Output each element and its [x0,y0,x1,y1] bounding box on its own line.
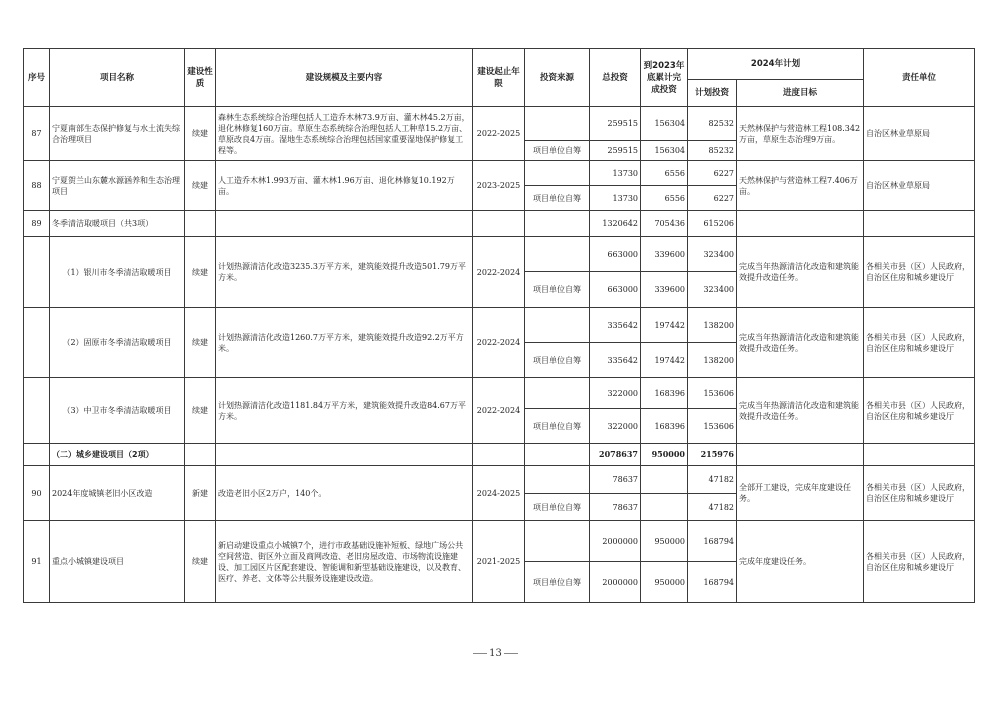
cell-unit: 各相关市县（区）人民政府，自治区住房和城乡建设厅 [864,466,975,521]
cell-cumulative: 6556 [641,186,688,211]
cell-source [525,237,590,272]
cell-name: （1）银川市冬季清洁取暖项目 [50,237,185,308]
cell-nature: 新建 [185,466,216,521]
cell-period: 2022-2024 [473,378,525,444]
cell-name: 宁夏贺兰山东麓水源涵养和生态治理项目 [50,161,185,211]
cell-plan: 168794 [688,521,737,562]
cell-total: 2000000 [590,562,641,603]
cell-progress: 全部开工建设，完成年度建设任务。 [737,466,864,521]
cell-name: （2）固原市冬季清洁取暖项目 [50,308,185,378]
cell-cumulative: 168396 [641,378,688,409]
cell-cumulative: 950000 [641,444,688,466]
cell-plan: 85232 [688,141,737,161]
cell-total: 13730 [590,186,641,211]
footer-dash-right [504,653,518,654]
table-row [24,107,975,141]
cell-cumulative: 339600 [641,272,688,308]
cell-source: 项目单位自筹 [525,409,590,444]
cell-source [525,107,590,141]
table-row [24,378,975,409]
cell-cumulative: 197442 [641,343,688,378]
header-content: 建设规模及主要内容 [216,49,473,107]
header-period: 建设起止年限 [473,49,525,107]
header-source: 投资来源 [525,49,590,107]
cell-total: 259515 [590,141,641,161]
header-progress: 进度目标 [737,80,864,107]
cell-total: 78637 [590,466,641,494]
cell-cumulative: 156304 [641,141,688,161]
cell-cumulative: 950000 [641,562,688,603]
cell-plan: 153606 [688,378,737,409]
cell-plan: 323400 [688,237,737,272]
table-row [24,521,975,562]
cell-nature: 续建 [185,378,216,444]
cell-cumulative: 705436 [641,211,688,237]
table-row [24,466,975,494]
cell-seq: 87 [24,107,50,161]
cell-plan: 47182 [688,466,737,494]
page-footer [0,648,991,659]
cell-content: 森林生态系统综合治理包括人工造乔木林73.9万亩、灌木林45.2万亩，退化林修复160万亩。草原生态系统综合治理包括人工种草15.2万亩、草原改良4万亩。湿地生态系统综合治理包括国家重要湿地保护修复工程等。 [216,107,473,161]
header-plan-invest: 计划投资 [688,80,737,107]
cell-nature [185,211,216,237]
cell-unit: 各相关市县（区）人民政府，自治区住房和城乡建设厅 [864,237,975,308]
cell-unit: 各相关市县（区）人民政府，自治区住房和城乡建设厅 [864,378,975,444]
section-title: （二）城乡建设项目（2项） [50,444,185,466]
cell-plan: 47182 [688,494,737,521]
cell-cumulative: 950000 [641,521,688,562]
cell-content: 新启动建设重点小城镇7个，进行市政基础设施补短板、绿地广场公共空间营造、街区外立面及商网改造、老旧房屋改造、市场物流设施建设、加工园区片区配套建设、智能调和新型基础设施建设，以及教育、医疗、养老、文体等公共服务设施建设改造。 [216,521,473,603]
cell-unit: 自治区林业草原局 [864,107,975,161]
header-row [24,49,975,80]
cell-total: 2078637 [590,444,641,466]
cell-source: 项目单位自筹 [525,343,590,378]
cell-name: 冬季清洁取暖项目（共3项） [50,211,185,237]
cell-total: 322000 [590,378,641,409]
cell-total: 259515 [590,107,641,141]
cell-unit [864,211,975,237]
cell-progress: 完成当年热源清洁化改造和建筑能效提升改造任务。 [737,378,864,444]
cell-content: 计划热源清洁化改造3235.3万平方米，建筑能效提升改造501.79万平方米。 [216,237,473,308]
cell-name: （3）中卫市冬季清洁取暖项目 [50,378,185,444]
cell-seq [24,444,50,466]
cell-period: 2021-2025 [473,521,525,603]
header-plan2024: 2024年计划 [688,49,864,80]
cell-total: 663000 [590,272,641,308]
cell-source [525,521,590,562]
page-number: 13 [489,648,502,659]
cell-seq [24,308,50,378]
cell-period: 2024-2025 [473,466,525,521]
cell-source [525,161,590,186]
cell-name: 2024年度城镇老旧小区改造 [50,466,185,521]
cell-source [525,211,590,237]
cell-nature [185,444,216,466]
cell-unit: 各相关市县（区）人民政府，自治区住房和城乡建设厅 [864,308,975,378]
cell-cumulative [641,494,688,521]
cell-plan: 323400 [688,272,737,308]
cell-nature: 续建 [185,308,216,378]
header-unit: 责任单位 [864,49,975,107]
cell-plan: 215976 [688,444,737,466]
cell-plan: 153606 [688,409,737,444]
cell-progress [737,444,864,466]
cell-name: 重点小城镇建设项目 [50,521,185,603]
cell-seq: 88 [24,161,50,211]
cell-source [525,444,590,466]
cell-cumulative: 168396 [641,409,688,444]
table-row [24,237,975,272]
cell-cumulative: 156304 [641,107,688,141]
cell-source: 项目单位自筹 [525,272,590,308]
cell-progress: 完成当年热源清洁化改造和建筑能效提升改造任务。 [737,237,864,308]
cell-content [216,444,473,466]
cell-unit: 各相关市县（区）人民政府，自治区住房和城乡建设厅 [864,521,975,603]
cell-plan: 138200 [688,343,737,378]
cell-plan: 6227 [688,186,737,211]
cell-source: 项目单位自筹 [525,186,590,211]
cell-seq: 91 [24,521,50,603]
cell-total: 322000 [590,409,641,444]
cell-content: 计划热源清洁化改造1260.7万平方米，建筑能效提升改造92.2万平方米。 [216,308,473,378]
cell-nature: 续建 [185,237,216,308]
cell-period: 2023-2025 [473,161,525,211]
section-row [24,444,975,466]
header-cumulative: 到2023年底累计完成投资 [641,49,688,107]
cell-total: 2000000 [590,521,641,562]
cell-seq: 89 [24,211,50,237]
cell-nature: 续建 [185,161,216,211]
cell-source [525,466,590,494]
cell-period: 2022-2024 [473,237,525,308]
cell-total: 13730 [590,161,641,186]
cell-content [216,211,473,237]
cell-source: 项目单位自筹 [525,141,590,161]
table-row [24,161,975,186]
cell-unit: 自治区林业草原局 [864,161,975,211]
cell-plan: 138200 [688,308,737,343]
header-nature: 建设性质 [185,49,216,107]
cell-period [473,444,525,466]
cell-name: 宁夏南部生态保护修复与水土流失综合治理项目 [50,107,185,161]
footer-dash-left [473,653,487,654]
cell-period: 2022-2024 [473,308,525,378]
project-table [23,48,975,603]
cell-source: 项目单位自筹 [525,494,590,521]
cell-total: 78637 [590,494,641,521]
cell-source [525,308,590,343]
cell-seq: 90 [24,466,50,521]
cell-nature: 续建 [185,107,216,161]
cell-plan: 6227 [688,161,737,186]
cell-nature: 续建 [185,521,216,603]
cell-seq [24,378,50,444]
cell-progress: 天然林保护与营造林工程7.406万亩。 [737,161,864,211]
cell-plan: 82532 [688,107,737,141]
cell-seq [24,237,50,308]
cell-cumulative: 6556 [641,161,688,186]
cell-progress [737,211,864,237]
table-row [24,308,975,343]
header-name: 项目名称 [50,49,185,107]
cell-plan: 615206 [688,211,737,237]
cell-source: 项目单位自筹 [525,562,590,603]
cell-period [473,211,525,237]
cell-content: 计划热源清洁化改造1181.84万平方米，建筑能效提升改造84.67万平方米。 [216,378,473,444]
cell-source [525,378,590,409]
cell-content: 人工造乔木林1.993万亩、灌木林1.96万亩、退化林修复10.192万亩。 [216,161,473,211]
cell-total: 663000 [590,237,641,272]
cell-progress: 完成当年热源清洁化改造和建筑能效提升改造任务。 [737,308,864,378]
cell-plan: 168794 [688,562,737,603]
cell-cumulative [641,466,688,494]
cell-progress: 天然林保护与营造林工程108.342万亩，草原生态治理9万亩。 [737,107,864,161]
group-row [24,211,975,237]
cell-progress: 完成年度建设任务。 [737,521,864,603]
cell-unit [864,444,975,466]
cell-total: 335642 [590,308,641,343]
cell-total: 335642 [590,343,641,378]
header-total: 总投资 [590,49,641,107]
cell-cumulative: 339600 [641,237,688,272]
cell-period: 2022-2025 [473,107,525,161]
cell-cumulative: 197442 [641,308,688,343]
header-seq: 序号 [24,49,50,107]
cell-content: 改造老旧小区2万户，140个。 [216,466,473,521]
cell-total: 1320642 [590,211,641,237]
